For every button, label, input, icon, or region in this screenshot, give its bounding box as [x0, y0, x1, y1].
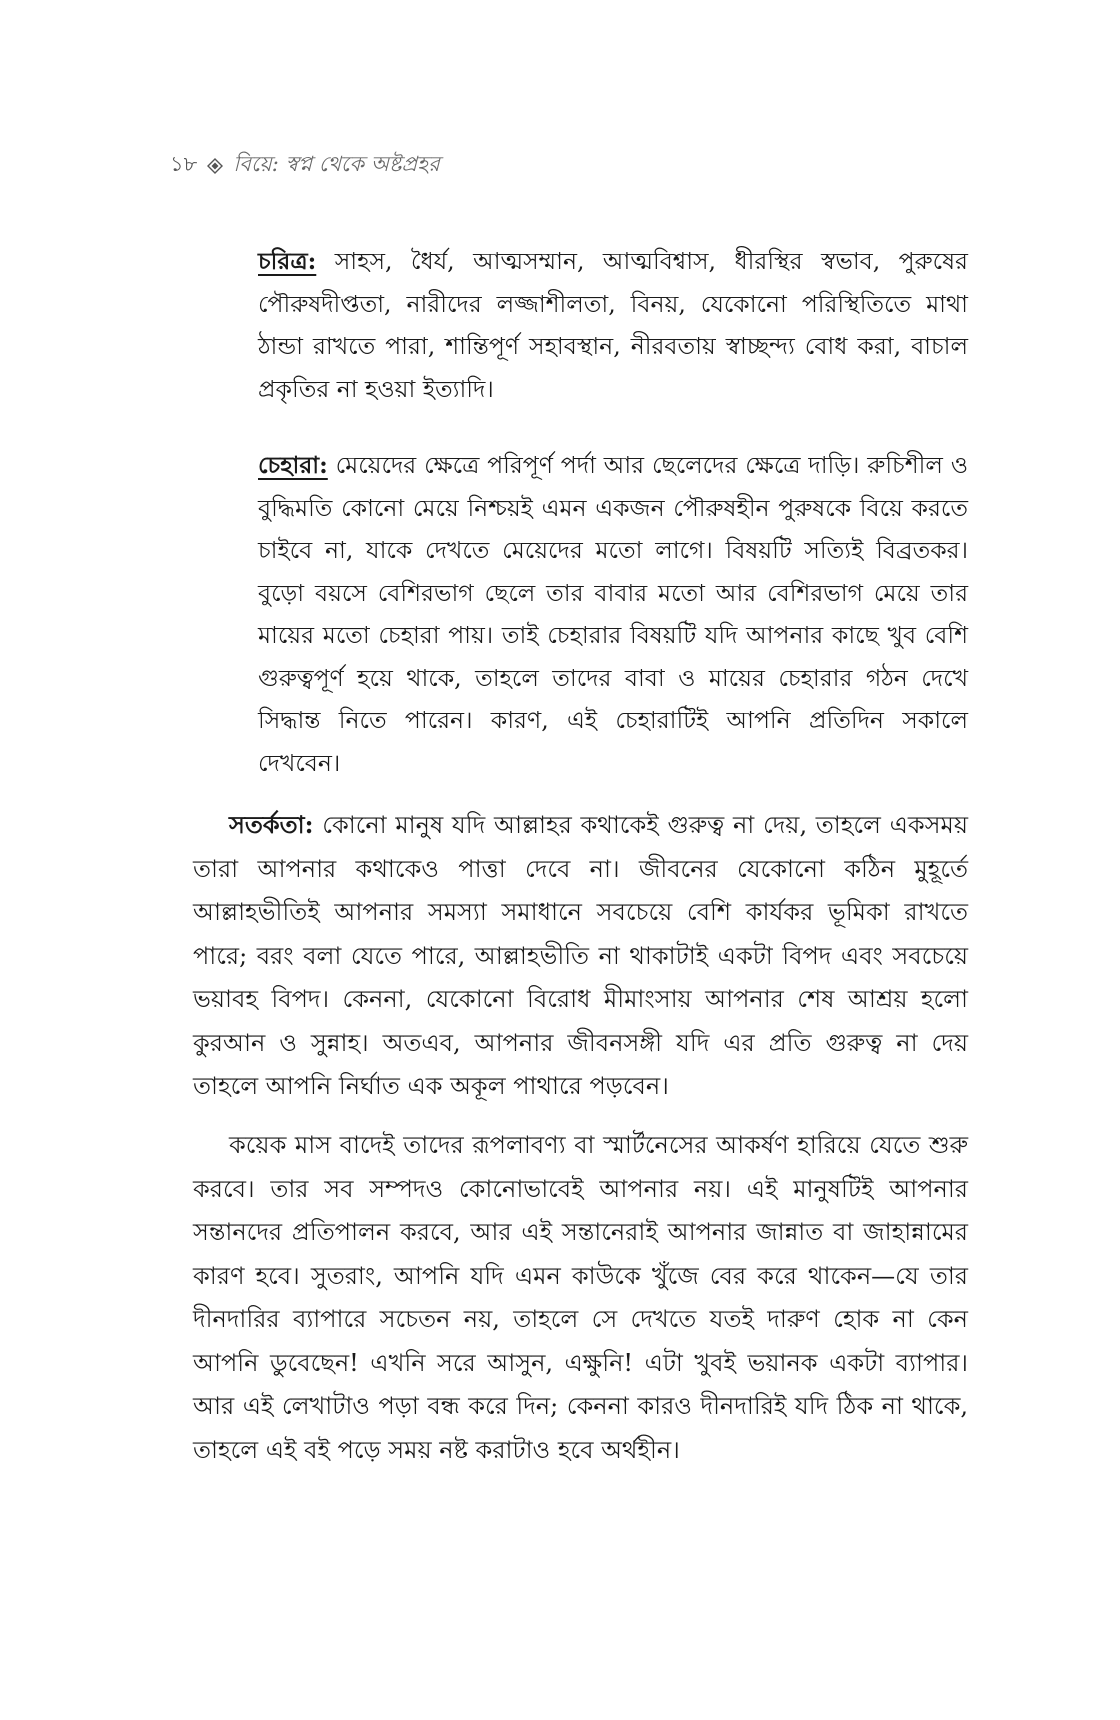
caution-term: সতর্কতা: [229, 810, 314, 839]
page-number: ১৮ [170, 152, 198, 176]
caution-paragraph [193, 803, 968, 1109]
warning-paragraph: কয়েক মাস বাদেই তাদের রূপলাবণ্য বা স্মার্টনেসের আকর্ষণ হারিয়ে যেতে শুরু করবে। তার সব সম্পদও কোনোভাবেই আপনার নয়। এই মানুষটিই আপনার সন্তানদের প্রতিপালন করবে, আর এই সন্তানেরাই আপনার জান্নাত বা জাহান্নামের কারণ হবে। সুতরাং, আপনি যদি এমন কাউকে খুঁজে বের করে থাকেন—যে তার দীনদারির ব্যাপারে সচেতন নয়, তাহলে সে দেখতে যতই দারুণ হোক না কেন আপনি ডুবেছেন! এখনি সরে আসুন, এক্ষুনি! এটা খুবই ভয়ানক একটা ব্যাপার। আর এই লেখাটাও পড়া বন্ধ করে দিন; কেননা কারও দীনদারিই যদি ঠিক না থাকে, তাহলে এই বই পড়ে সময় নষ্ট করাটাও হবে অর্থহীন। [193, 1131, 968, 1464]
appearance-term: চেহারা: [258, 451, 328, 479]
appearance-definition [258, 444, 968, 784]
page-header [170, 148, 440, 183]
character-definition [258, 240, 968, 410]
character-term: চরিত্র: [258, 247, 317, 275]
character-text: সাহস, ধৈর্য, আত্মসম্মান, আত্মবিশ্বাস, ধীরস্থির স্বভাব, পুরুষের পৌরুষদীপ্ততা, নারীদের লজ্জাশীলতা, বিনয়, যেকোনো পরিস্থিতিতে মাথা ঠান্ডা রাখতে পারা, শান্তিপূর্ণ সহাবস্থান, নীরবতায় স্বাচ্ছন্দ্য বোধ করা, বাচাল প্রকৃতির না হওয়া ইত্যাদি। [258, 247, 968, 403]
diamond-icon [207, 158, 223, 174]
running-title: বিয়ে: স্বপ্ন থেকে অষ্টপ্রহর [233, 152, 440, 176]
caution-text: কোনো মানুষ যদি আল্লাহর কথাকেই গুরুত্ব না দেয়, তাহলে একসময় তারা আপনার কথাকেও পাত্তা দেবে না। জীবনের যেকোনো কঠিন মুহূর্তে আল্লাহভীতিই আপনার সমস্যা সমাধানে সবচেয়ে বেশি কার্যকর ভূমিকা রাখতে পারে; বরং বলা যেতে পারে, আল্লাহভীতি না থাকাটাই একটা বিপদ এবং সবচেয়ে ভয়াবহ বিপদ। কেননা, যেকোনো বিরোধ মীমাংসায় আপনার শেষ আশ্রয় হলো কুরআন ও সুন্নাহ। অতএব, আপনার জীবনসঙ্গী যদি এর প্রতি গুরুত্ব না দেয় তাহলে আপনি নির্ঘাত এক অকূল পাথারে পড়বেন। [193, 811, 968, 1100]
appearance-text: মেয়েদের ক্ষেত্রে পরিপূর্ণ পর্দা আর ছেলেদের ক্ষেত্রে দাড়ি। রুচিশীল ও বুদ্ধিমতি কোনো মেয়ে নিশ্চয়ই এমন একজন পৌরুষহীন পুরুষকে বিয়ে করতে চাইবে না, যাকে দেখতে মেয়েদের মতো লাগে। বিষয়টি সত্যিই বিব্রতকর। বুড়ো বয়সে বেশিরভাগ ছেলে তার বাবার মতো আর বেশিরভাগ মেয়ে তার মায়ের মতো চেহারা পায়। তাই চেহারার বিষয়টি যদি আপনার কাছে খুব বেশি গুরুত্বপূর্ণ হয়ে থাকে, তাহলে তাদের বাবা ও মায়ের চেহারার গঠন দেখে সিদ্ধান্ত নিতে পারেন। কারণ, এই চেহারাটিই আপনি প্রতিদিন সকালে দেখবেন। [258, 451, 968, 777]
